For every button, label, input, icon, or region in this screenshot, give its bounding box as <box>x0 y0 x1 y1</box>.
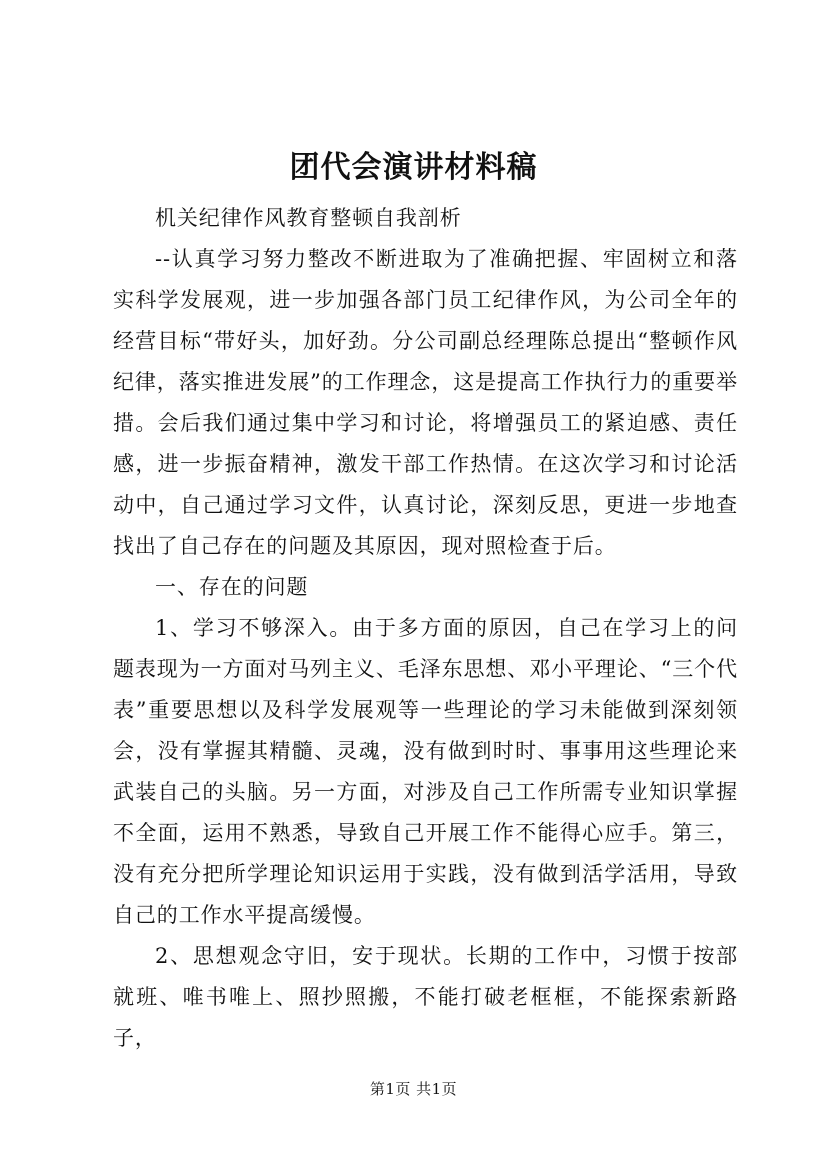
document-title: 团代会演讲材料稿 <box>289 150 538 185</box>
intro-paragraph: --认真学习努力整改不断进取为了准确把握、牢固树立和落实科学发展观，进一步加强各部门员工纪律作风，为公司全年的经营目标“带好头，加好劲。分公司副总经理陈总提出“整顿作风纪律，落实推进发展”的工作理念，这是提高工作执行力的重要举措。会后我们通过集中学习和讨论，将增强员工的紧迫感、责任感，进一步振奋精神，激发干部工作热情。在这次学习和讨论活动中，自己通过学习文件，认真讨论，深刻反思，更进一步地查找出了自己存在的问题及其原因，现对照检查于后。 <box>113 247 738 558</box>
problem-2-paragraph: 2、思想观念守旧，安于现状。长期的工作中，习惯于按部就班、唯书唯上、照抄照搬，不能打破老框框，不能探索新路子， <box>113 944 738 1050</box>
page-footer: 第1页 共1页 <box>369 1080 458 1098</box>
subtitle-paragraph: 机关纪律作风教育整顿自我剖析 <box>155 206 462 230</box>
problem-1-paragraph: 1、学习不够深入。由于多方面的原因，自己在学习上的问题表现为一方面对马列主义、毛泽东思想、邓小平理论、“三个代表”重要思想以及科学发展观等一些理论的学习未能做到深刻领会，没有掌握其精髓、灵魂，没有做到时时、事事用这些理论来武装自己的头脑。另一方面，对涉及自己工作所需专业知识掌握不全面，运用不熟悉，导致自己开展工作不能得心应手。第三，没有充分把所学理论知识运用于实践，没有做到活学活用，导致自己的工作水平提高缓慢。 <box>113 616 738 927</box>
document-body <box>113 198 738 1059</box>
section-heading: 一、存在的问题 <box>155 575 309 599</box>
